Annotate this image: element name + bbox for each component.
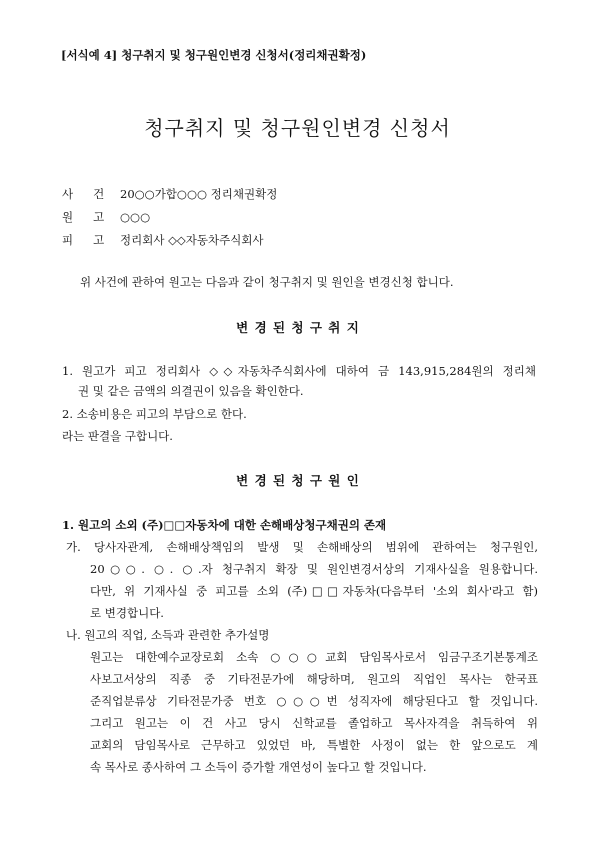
- claim-item-1-line-2: 권 및 같은 금액의 의결권이 있음을 확인한다.: [78, 384, 304, 398]
- cause-na-line-5: 그리고 원고는 이 건 사고 당시 신학교를 졸업하고 목사자격을 취득하여 위: [90, 716, 538, 730]
- plaintiff-label: 원 고: [62, 210, 105, 224]
- claim-item-2: 2. 소송비용은 피고의 부담으로 한다.: [62, 407, 247, 421]
- cause-ga-line-1: 가. 당사자관계, 손해배상책임의 발생 및 손해배상의 범위에 관하여는 청구원인,: [66, 540, 538, 554]
- defendant-value: 정리회사 ◇◇자동차주식회사: [120, 233, 264, 247]
- cause-ga-line-2: 20○○. ○. ○.자 청구취지 확장 및 원인변경서상의 기재사실을 원용합니다.: [90, 562, 538, 576]
- intro-text: 위 사건에 관하여 원고는 다음과 같이 청구취지 및 원인을 변경신청 합니다.: [80, 275, 454, 289]
- case-row-defendant: [62, 232, 264, 248]
- claim-closing: 라는 판결을 구합니다.: [62, 429, 173, 443]
- cause-na-line-2: 원고는 대한예수교장로회 소속 ○○○교회 담임목사로서 임금구조기본통계조: [90, 650, 538, 664]
- case-value: 20○○가합○○○ 정리채권확정: [120, 187, 278, 201]
- cause-na-line-6: 교회의 담임목사로 근무하고 있었던 바, 특별한 사정이 없는 한 앞으로도 계: [90, 738, 538, 752]
- plaintiff-value: ○○○: [120, 210, 151, 224]
- cause-ga-line-4: 로 변경합니다.: [90, 606, 164, 620]
- case-label: 사 건: [62, 187, 105, 201]
- case-row-case: [62, 186, 277, 202]
- document-title: 청구취지 및 청구원인변경 신청서: [144, 116, 451, 140]
- cause-na-line-4: 준직업분류상 기타전문가중 번호 ○○○번 성직자에 해당된다고 할 것입니다.: [90, 694, 538, 708]
- cause-subheading-1: 1. 원고의 소외 (주)□□자동차에 대한 손해배상청구채권의 존재: [62, 518, 387, 532]
- claim-heading: 변 경 된 청 구 취 지: [236, 320, 359, 335]
- form-header: [서식예 4] 청구취지 및 청구원인변경 신청서(정리채권확정): [61, 48, 367, 62]
- defendant-label: 피 고: [62, 233, 105, 247]
- case-row-plaintiff: [62, 209, 150, 225]
- cause-ga-line-3: 다만, 위 기재사실 중 피고를 소외 (주)□□자동차(다음부터 '소외 회사'라고 함): [90, 584, 538, 598]
- cause-na-line-7: 속 목사로 종사하여 그 소득이 증가할 개연성이 높다고 할 것입니다.: [90, 760, 427, 774]
- cause-na-line-1: 나. 원고의 직업, 소득과 관련한 추가설명: [66, 628, 270, 642]
- claim-item-1-line-1: 1. 원고가 피고 정리회사 ◇◇자동차주식회사에 대하여 금 143,915,284원의 정리채: [62, 364, 536, 378]
- cause-na-line-3: 사보고서상의 직종 중 기타전문가에 해당하며, 원고의 직업인 목사는 한국표: [90, 672, 538, 686]
- cause-heading: 변 경 된 청 구 원 인: [236, 473, 359, 488]
